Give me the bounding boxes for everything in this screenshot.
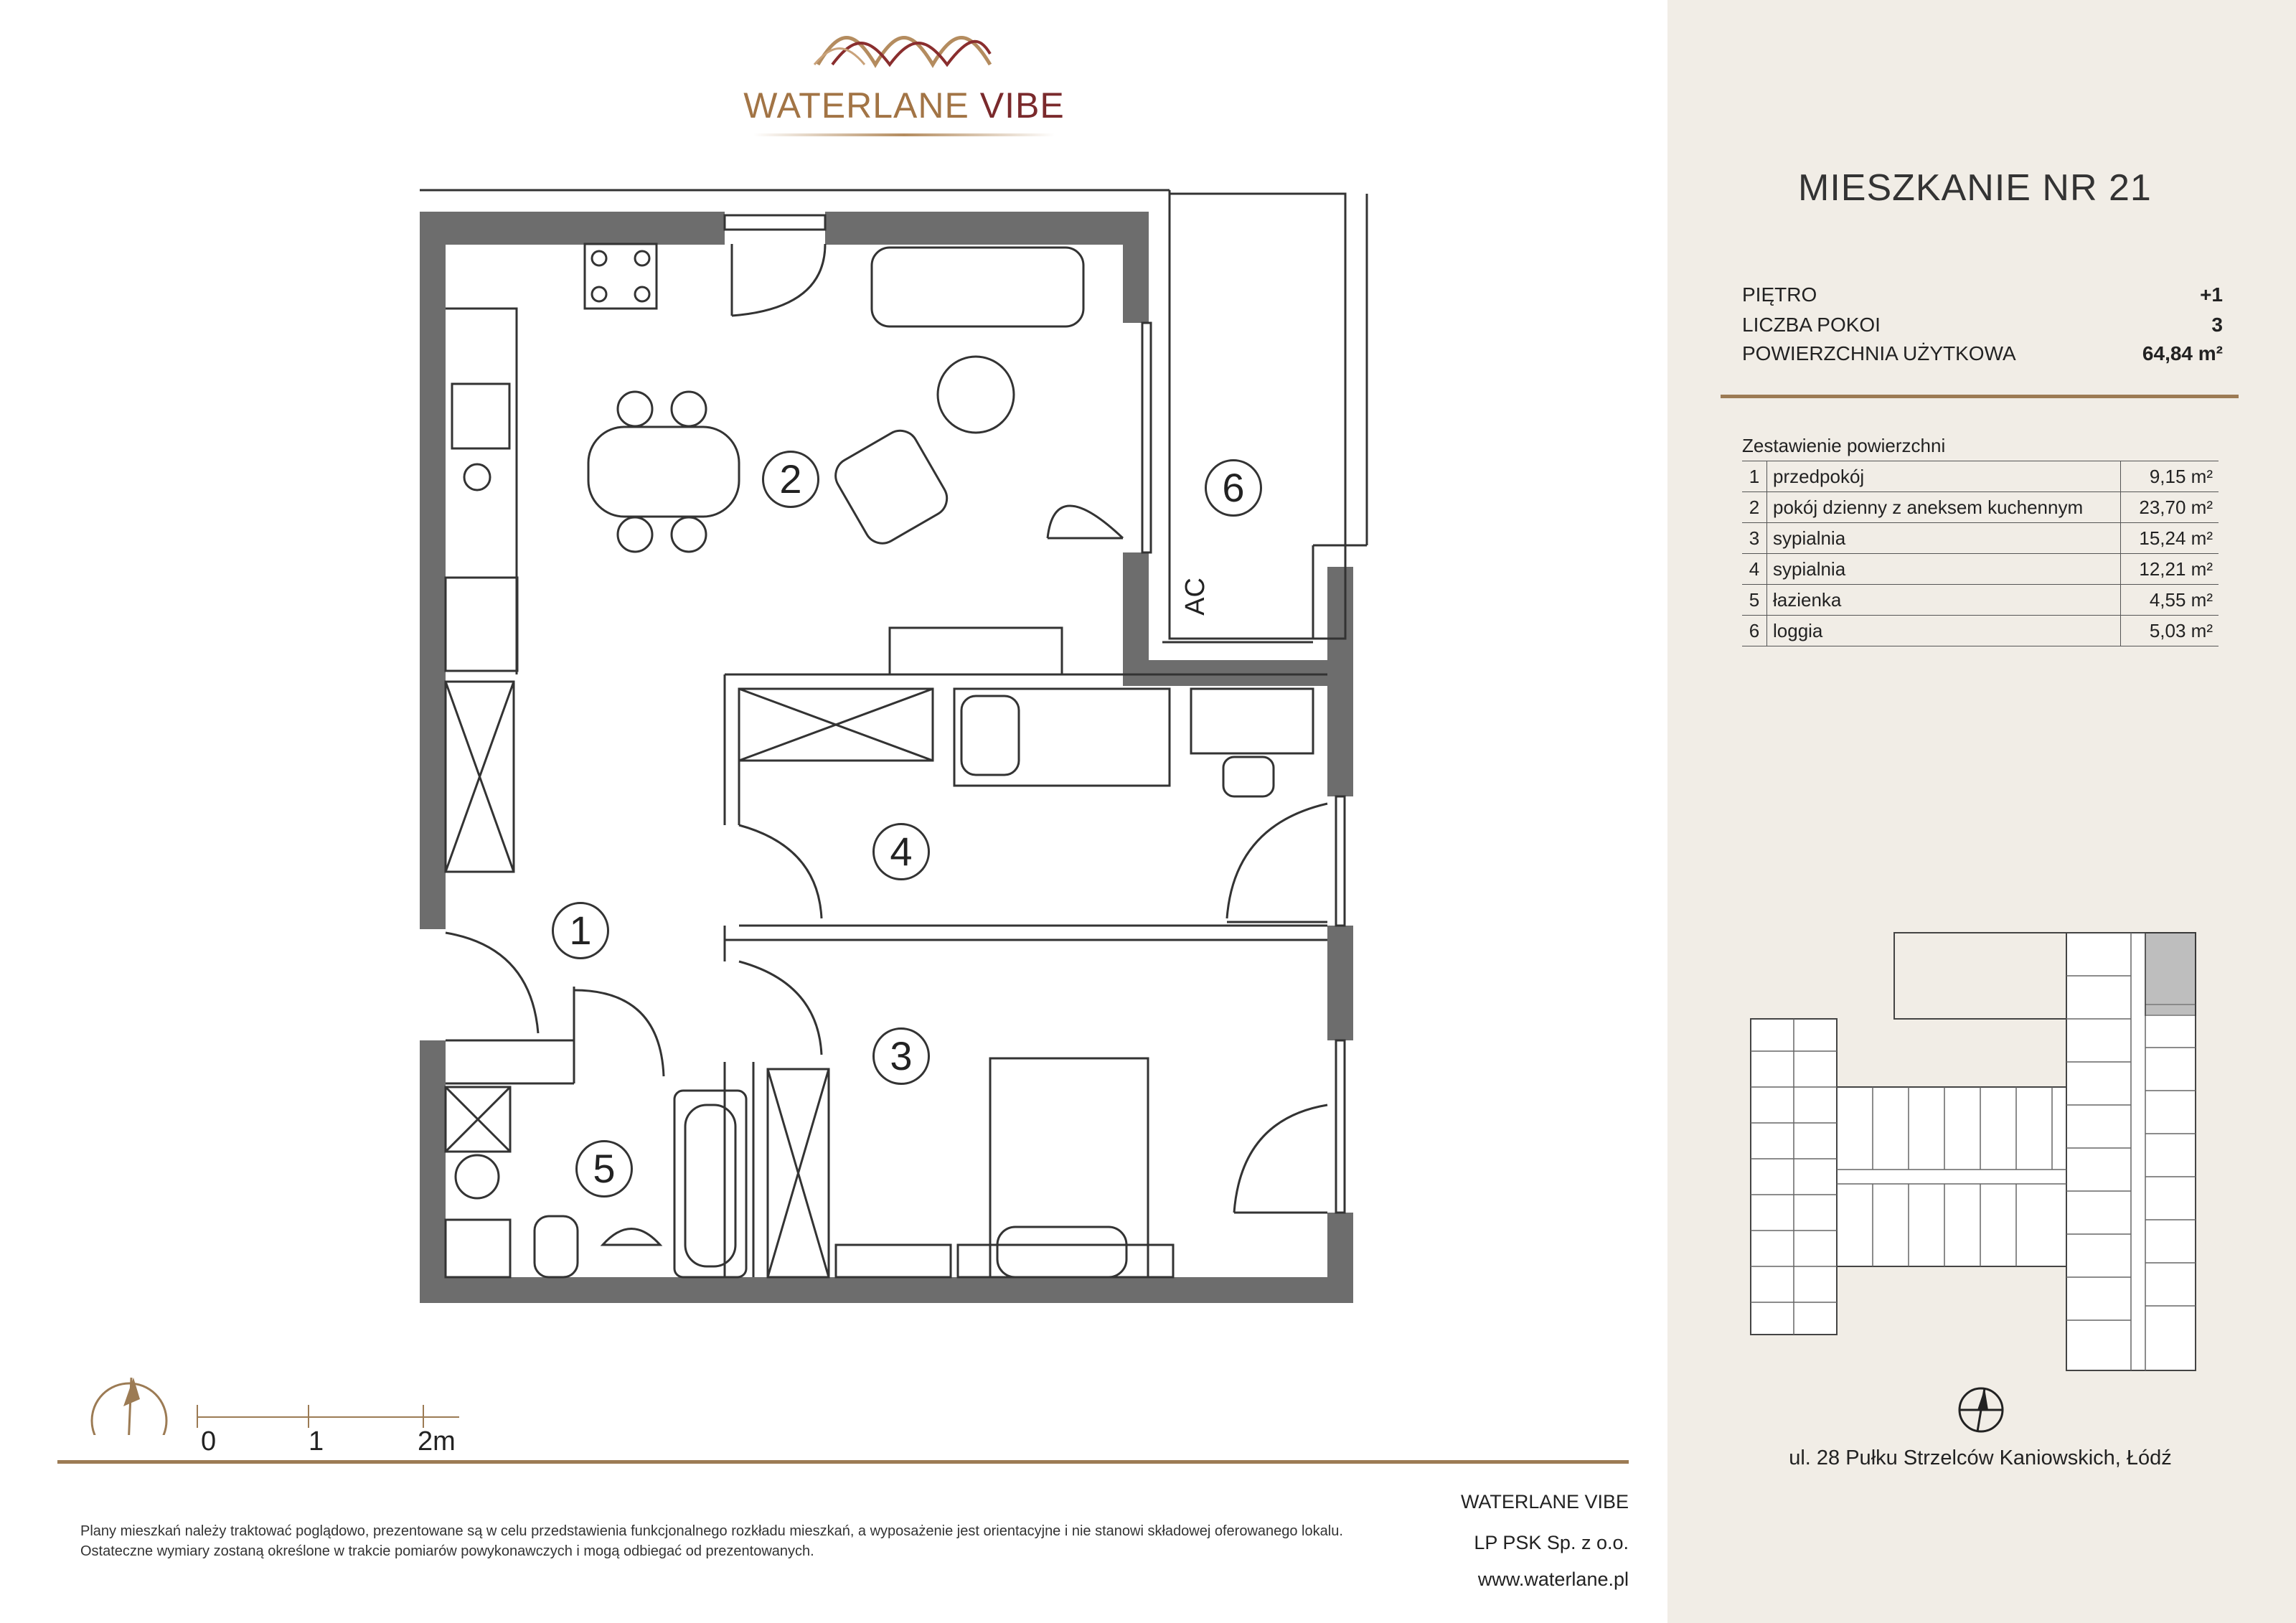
rooms-row xyxy=(1742,314,2223,337)
rooms-label: LICZBA POKOI xyxy=(1742,314,1881,336)
area-value: 23,70 m² xyxy=(2121,492,2219,523)
footer-divider xyxy=(57,1460,1629,1464)
area-name: sypialnia xyxy=(1767,523,2121,554)
compass-icon xyxy=(1956,1385,2006,1435)
room-number-6: 6 xyxy=(1205,459,1262,517)
areas-table xyxy=(1742,461,2219,646)
footer-website[interactable]: www.waterlane.pl xyxy=(1477,1568,1629,1590)
info-divider xyxy=(1721,395,2239,398)
disclaimer-line2: Ostateczne wymiary zostaną określone w trakcie pomiarów powykonawczych i mogą odbiegać od prezentowanych. xyxy=(80,1543,814,1559)
area-value: 5,03 m² xyxy=(2121,616,2219,646)
area-value: 64,84 m² xyxy=(2142,342,2223,364)
table-row xyxy=(1742,616,2219,646)
room-number-4: 4 xyxy=(872,823,930,880)
area-num: 3 xyxy=(1742,523,1767,554)
address: ul. 28 Pułku Strzelców Kaniowskich, Łódź xyxy=(1789,1446,2172,1469)
area-num: 6 xyxy=(1742,616,1767,646)
room-number-5: 5 xyxy=(575,1140,633,1198)
area-name: łazienka xyxy=(1767,585,2121,616)
room-number-2: 2 xyxy=(762,451,819,508)
area-num: 1 xyxy=(1742,461,1767,492)
area-row xyxy=(1742,342,2223,365)
area-num: 4 xyxy=(1742,554,1767,585)
floor-value: +1 xyxy=(2200,283,2223,306)
disclaimer xyxy=(80,1521,1444,1561)
rooms-value: 3 xyxy=(2211,314,2223,336)
area-value: 9,15 m² xyxy=(2121,461,2219,492)
table-row xyxy=(1742,523,2219,554)
brand-part2: VIBE xyxy=(979,85,1065,126)
footer-company2: LP PSK Sp. z o.o. xyxy=(1474,1532,1629,1553)
table-row xyxy=(1742,461,2219,492)
area-name: przedpokój xyxy=(1767,461,2121,492)
ac-label: AC xyxy=(1180,578,1210,616)
table-row xyxy=(1742,554,2219,585)
table-row xyxy=(1742,585,2219,616)
apartment-title: MIESZKANIE NR 21 xyxy=(1798,167,2152,209)
info-panel xyxy=(1667,0,2296,1623)
area-label: POWIERZCHNIA UŻYTKOWA xyxy=(1742,342,2016,364)
footer-company1: WATERLANE VIBE xyxy=(1460,1491,1629,1513)
areas-heading: Zestawienie powierzchni xyxy=(1742,435,1946,456)
scale-label-0: 0 xyxy=(201,1426,217,1457)
area-name: pokój dzienny z aneksem kuchennym xyxy=(1767,492,2121,523)
building-key-plan xyxy=(1736,926,2224,1378)
floor-label: PIĘTRO xyxy=(1742,283,1817,306)
room-number-1: 1 xyxy=(552,902,609,959)
area-num: 2 xyxy=(1742,492,1767,523)
scale-label-1: 1 xyxy=(309,1426,324,1457)
disclaimer-line1: Plany mieszkań należy traktować poglądowo, prezentowane są w celu przedstawienia funkcjonalnego rozkładu mieszkań, a wyposażenie jest orientacyjne i nie stanowi składowej oferowanego lokalu. xyxy=(80,1523,1343,1539)
floor-row xyxy=(1742,283,2223,306)
area-num: 5 xyxy=(1742,585,1767,616)
table-row xyxy=(1742,492,2219,523)
scale-label-2m: 2m xyxy=(418,1426,456,1457)
area-value: 4,55 m² xyxy=(2121,585,2219,616)
area-value: 12,21 m² xyxy=(2121,554,2219,585)
area-name: sypialnia xyxy=(1767,554,2121,585)
area-value: 15,24 m² xyxy=(2121,523,2219,554)
room-number-3: 3 xyxy=(872,1027,930,1085)
area-name: loggia xyxy=(1767,616,2121,646)
brand-part1: WATERLANE xyxy=(743,85,969,126)
